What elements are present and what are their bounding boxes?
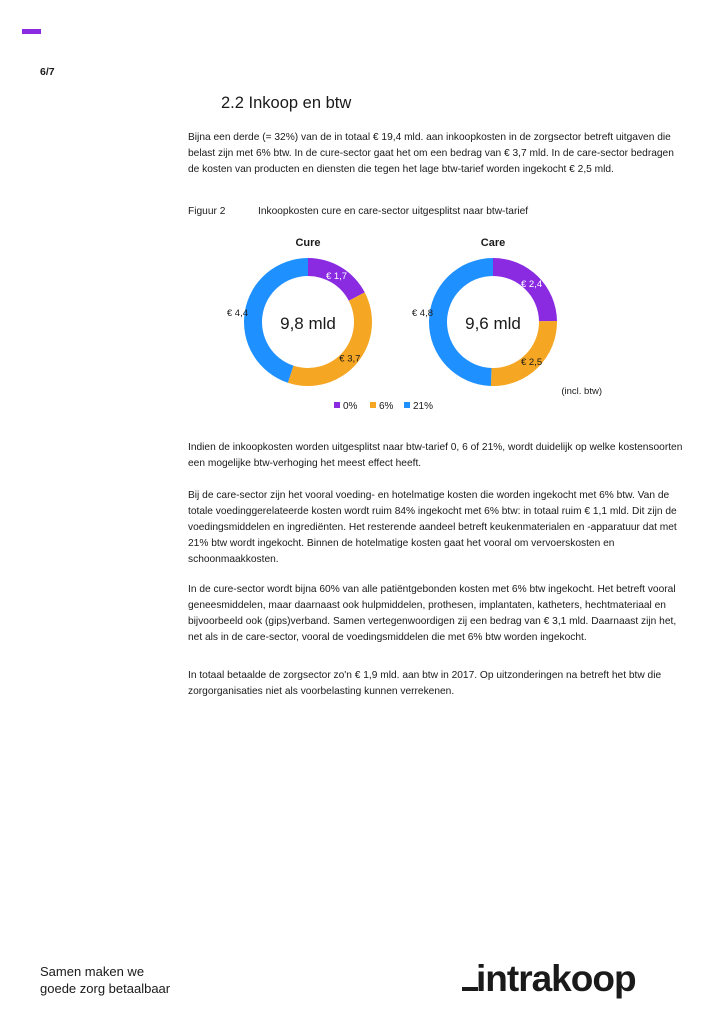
section-title: 2.2 Inkoop en btw bbox=[221, 94, 352, 112]
slice-label-care-1: € 2,5 bbox=[521, 357, 543, 369]
legend-swatch-1 bbox=[370, 402, 376, 408]
slice-label-cure-2: € 4,4 bbox=[226, 308, 248, 319]
donut-chart-svg bbox=[226, 230, 630, 420]
chart-title-care: Care bbox=[480, 237, 506, 249]
figure-title: Inkoopkosten cure en care-sector uitgesplitst naar btw-tarief bbox=[258, 206, 529, 217]
figure-label: Figuur 2 bbox=[188, 206, 226, 217]
slice-label-cure-0: € 1,7 bbox=[325, 270, 348, 282]
paragraph-cure-sector: In de cure-sector wordt bijna 60% van alle patiëntgebonden kosten met 6% btw ingekocht. Het betreft vooral geneesmiddelen, maar daarnaast ook hulpmiddelen, prothesen, implantaten, katheters, hechtmateriaal en bijvoorbeeld ook (gips)verband. Samen vertegenwoordigen zij een bedrag van € 3,1 mld. Daarnaast zijn het, net als in de care-sector, vooral de voedingsmiddelen die met 6% btw worden ingekocht. bbox=[188, 584, 677, 643]
legend-swatch-2 bbox=[404, 402, 410, 408]
paragraph-split: Indien de inkoopkosten worden uitgesplitst naar btw-tarief 0, 6 of 21%, wordt duidelijk op welke kostensoorten een mogelijke btw-verhoging het meest effect heeft. bbox=[188, 442, 683, 469]
paragraph-intro: Bijna een derde (= 32%) van de in totaal € 19,4 mld. aan inkoopkosten in de zorgsector betreft uitgaven die belast zijn met 6% btw. In de cure-sector gaat het om een bedrag van € 3,7 mld. In de care-sector bedragen de kosten van producten en diensten die tegen het lage btw-tarief worden ingekocht € 2,5 mld. bbox=[188, 132, 674, 175]
slogan-line-2: goede zorg betaalbaar bbox=[40, 981, 171, 996]
footer-slogan bbox=[40, 963, 170, 997]
logo-wordmark: intrakoop bbox=[476, 958, 636, 999]
intrakoop-logo bbox=[460, 954, 690, 1000]
chart-total-cure: 9,8 mld bbox=[280, 314, 336, 333]
legend-label-1: 6% bbox=[379, 401, 394, 412]
paragraph-total-btw: In totaal betaalde de zorgsector zo'n € 1,9 mld. aan btw in 2017. Op uitzonderingen na betreft het btw die zorgorganisaties niet als voorbelasting kunnen verrekenen. bbox=[188, 670, 662, 697]
donut-chart-figure bbox=[226, 230, 630, 420]
slice-label-cure-1: € 3,7 bbox=[339, 353, 361, 365]
slogan-line-1: Samen maken we bbox=[40, 964, 145, 979]
slice-label-care-2: € 4,8 bbox=[411, 308, 433, 319]
paragraph-care-sector: Bij de care-sector zijn het vooral voeding- en hotelmatige kosten die worden ingekocht met 6% btw. Van de totale voedinggerelateerde kosten wordt ruim 84% ingekocht met 6% btw: in totaal ruim € 1,1 mld. Dit zijn de voedingsmiddelen en ingrediënten. Het resterende aandeel betreft keukenmaterialen en -apparatuur dat met 21% btw wordt ingekocht. Binnen de hotelmatige kosten gaat het vooral om vervoerskosten en schoonmaakkosten. bbox=[188, 490, 677, 565]
chart-note: (incl. btw) bbox=[561, 386, 602, 397]
chart-title-cure: Cure bbox=[295, 237, 321, 249]
donut-slice-cure-1 bbox=[288, 292, 372, 386]
slice-label-care-0: € 2,4 bbox=[521, 278, 543, 290]
legend-label-2: 21% bbox=[413, 401, 434, 412]
accent-bar bbox=[22, 29, 41, 34]
chart-total-care: 9,6 mld bbox=[465, 314, 521, 333]
legend-swatch-0 bbox=[334, 402, 340, 408]
legend-label-0: 0% bbox=[343, 401, 358, 412]
page-number: 6/7 bbox=[40, 66, 55, 78]
